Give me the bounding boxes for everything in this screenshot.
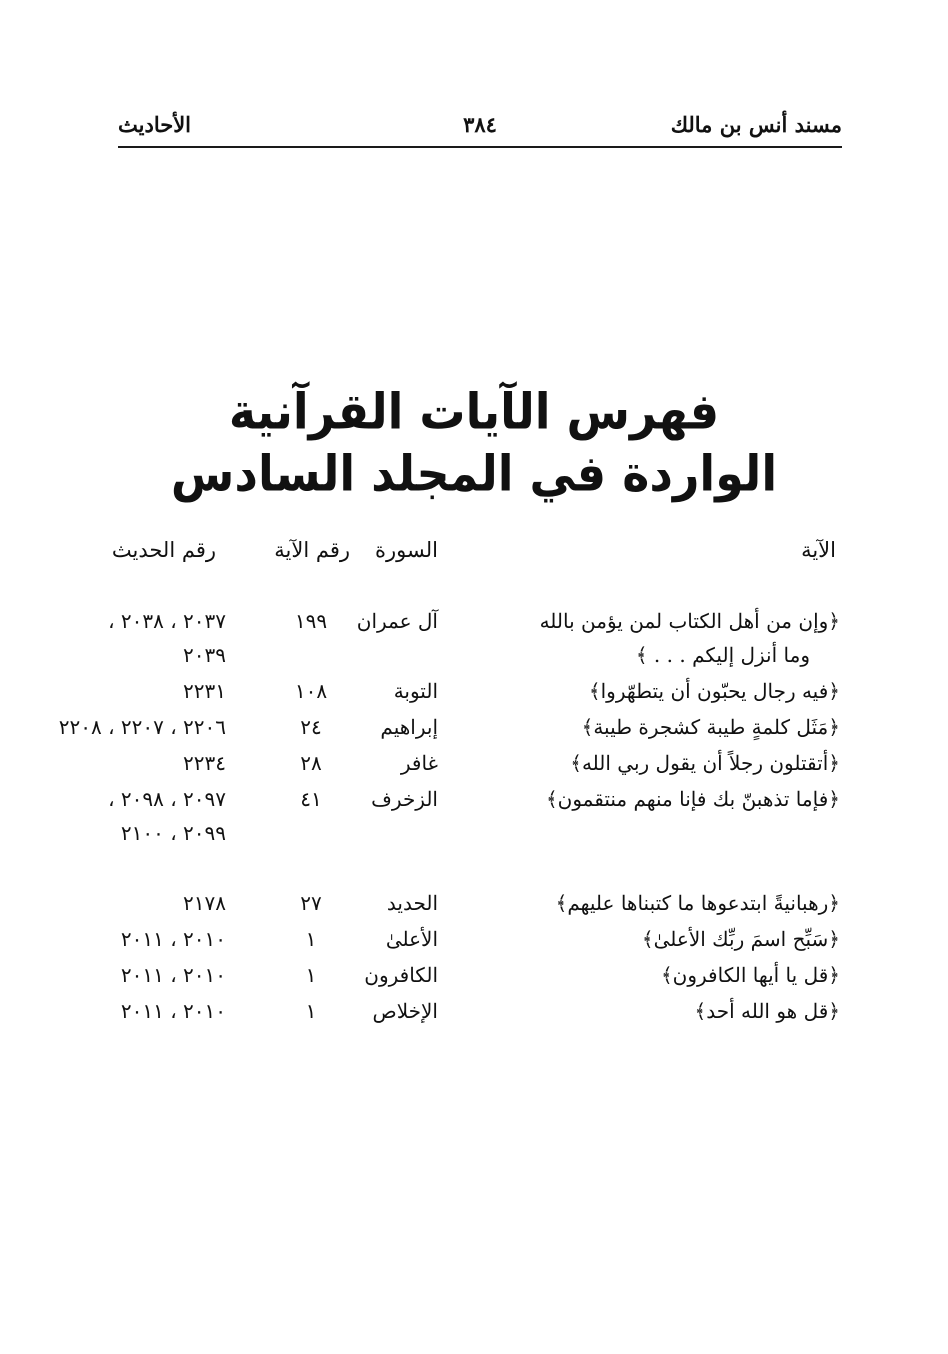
column-header-verse: الآية [801, 538, 836, 562]
hadith-number-text: ٢١٧٨ [183, 891, 226, 915]
column-headers [0, 538, 948, 578]
surah-cell: التوبة [393, 679, 438, 703]
table-row [0, 782, 948, 886]
hadith-number-cell [6, 994, 226, 1028]
verse-text: ﴿قل يا أيها الكافرون﴾ [660, 963, 840, 987]
table-row [0, 922, 948, 958]
hadith-number-text: ٢٠٩٧ ، ٢٠٩٨ ، [108, 787, 226, 811]
table-row [0, 604, 948, 674]
hadith-number-cell [6, 886, 226, 920]
ayah-number-cell: ١٠٨ [294, 679, 328, 703]
section-title: الأحاديث [118, 112, 192, 137]
hadith-number-text: ٢٠١٠ ، ٢٠١١ [120, 963, 226, 987]
ayah-number-cell: ١ [305, 999, 317, 1023]
surah-cell: الحديد [386, 891, 438, 915]
verse-text: ﴿قل هو الله أحد﴾ [694, 999, 840, 1023]
hadith-number-text: ٢٠٩٩ ، ٢١٠٠ [120, 821, 226, 845]
ayah-number-cell: ١٩٩ [294, 609, 328, 633]
index-title-line-2: الواردة في المجلد السادس [170, 443, 778, 503]
surah-cell: الإخلاص [372, 999, 438, 1023]
surah-cell: آل عمران [356, 609, 438, 633]
book-title: مسند أنس بن مالك [670, 112, 842, 137]
hadith-number-cell [6, 604, 226, 672]
running-header [118, 112, 842, 148]
index-title [0, 380, 948, 504]
hadith-number-text: ٢٢٠٦ ، ٢٢٠٧ ، ٢٢٠٨ [58, 715, 226, 739]
hadith-number-text: ٢٢٣١ [183, 679, 226, 703]
index-title-line-1: فهرس الآيات القرآنية [228, 381, 720, 441]
hadith-number-text: ٢٠٣٩ [183, 643, 226, 667]
hadith-number-text: ٢٠١٠ ، ٢٠١١ [120, 999, 226, 1023]
verse-cell [510, 886, 840, 920]
page-number: ٣٨٤ [463, 112, 497, 137]
verse-text: ﴿فإما تذهبنّ بك فإنا منهم منتقمون﴾ [545, 787, 840, 811]
hadith-number-text: ٢٠١٠ ، ٢٠١١ [120, 927, 226, 951]
surah-cell: الأعلىٰ [385, 927, 438, 951]
verse-cell [510, 958, 840, 992]
table-row [0, 710, 948, 746]
verse-text: ﴿سَبِّح اسمَ ربِّك الأعلىٰ﴾ [641, 927, 840, 951]
hadith-number-cell [6, 782, 226, 850]
verse-text: ﴿رهبانيةً ابتدعوها ما كتبناها عليهم﴾ [555, 891, 840, 915]
verse-text: ﴿أتقتلون رجلاً أن يقول ربي الله﴾ [570, 751, 840, 775]
table-row [0, 746, 948, 782]
verse-cell [510, 782, 840, 816]
surah-cell: غافر [400, 751, 438, 775]
verse-cell [510, 710, 840, 744]
verse-text: ﴿وإن من أهل الكتاب لمن يؤمن بالله [539, 609, 840, 633]
column-header-surah: السورة [375, 538, 438, 562]
hadith-number-text: ٢٠٣٧ ، ٢٠٣٨ ، [108, 609, 226, 633]
column-header-hadith-number: رقم الحديث [111, 538, 216, 562]
table-row [0, 674, 948, 710]
hadith-number-cell [6, 674, 226, 708]
hadith-number-cell [6, 958, 226, 992]
ayah-number-cell: ٢٧ [300, 891, 322, 915]
table-row [0, 994, 948, 1030]
ayah-number-cell: ٢٨ [300, 751, 322, 775]
table-row [0, 886, 948, 922]
verse-cell [510, 604, 840, 672]
column-header-ayah-number: رقم الآية [274, 538, 350, 562]
verse-text: وما أنزل إليكم . . . ﴾ [635, 643, 810, 667]
ayah-number-cell: ٢٤ [300, 715, 322, 739]
hadith-number-cell [6, 710, 226, 744]
surah-cell: إبراهيم [380, 715, 438, 739]
hadith-number-text: ٢٢٣٤ [183, 751, 226, 775]
verse-text: ﴿مَثَل كلمةٍ طيبة كشجرة طيبة﴾ [581, 715, 840, 739]
ayah-number-cell: ١ [305, 963, 317, 987]
table-row [0, 958, 948, 994]
hadith-number-cell [6, 746, 226, 780]
surah-cell: الزخرف [371, 787, 438, 811]
ayah-number-cell: ١ [305, 927, 317, 951]
ayah-number-cell: ٤١ [300, 787, 322, 811]
index-table [0, 604, 948, 1030]
verse-text: ﴿فيه رجال يحبّون أن يتطهّروا﴾ [588, 679, 840, 703]
verse-cell [510, 994, 840, 1028]
hadith-number-cell [6, 922, 226, 956]
verse-cell [510, 674, 840, 708]
verse-cell [510, 746, 840, 780]
surah-cell: الكافرون [364, 963, 438, 987]
verse-cell [510, 922, 840, 956]
